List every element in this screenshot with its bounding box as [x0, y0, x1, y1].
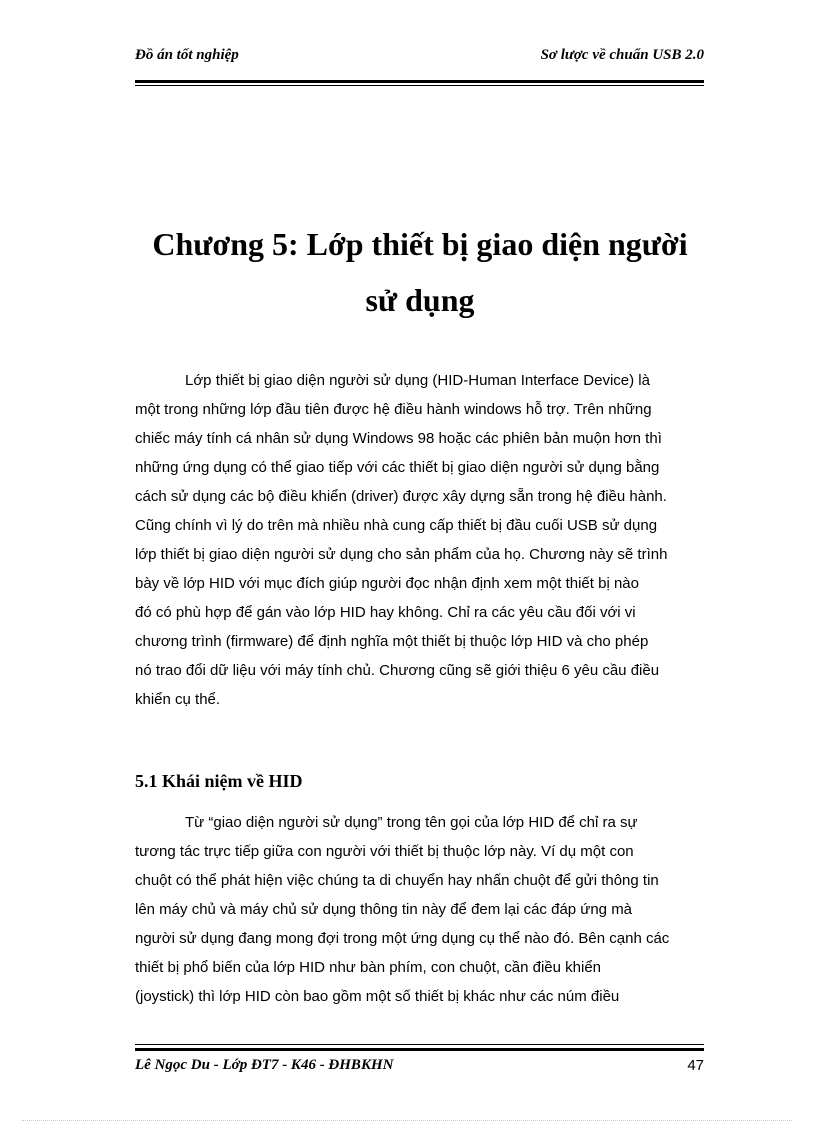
text-line: bày về lớp HID với mục đích giúp người đọc nhận định xem một thiết bị nào: [135, 575, 639, 592]
footer-rule-thick: [135, 1048, 704, 1051]
text-line: nó trao đổi dữ liệu với máy tính chủ. Chương cũng sẽ giới thiệu 6 yêu cầu điều: [135, 662, 660, 679]
page-footer: [135, 1057, 704, 1077]
text-line: chiếc máy tính cá nhân sử dụng Windows 98 hoặc các phiên bản muộn hơn thì: [135, 430, 662, 447]
text-line: lớp thiết bị giao diện người sử dụng cho sản phẩm của họ. Chương này sẽ trình: [135, 546, 668, 563]
footer-author: Lê Ngọc Du - Lớp ĐT7 - K46 - ĐHBKHN: [135, 1057, 394, 1073]
text-line: lên máy chủ và máy chủ sử dụng thông tin này để đem lại các đáp ứng mà: [135, 901, 633, 918]
text-line: một trong những lớp đầu tiên được hệ điều hành windows hỗ trợ. Trên những: [135, 401, 652, 418]
page-number: 47: [687, 1057, 704, 1074]
chapter-title-line-1: Chương 5: Lớp thiết bị giao diện người: [152, 226, 688, 262]
text-line: (joystick) thì lớp HID còn bao gồm một số thiết bị khác như các núm điều: [135, 988, 620, 1005]
footer-rule-thin: [135, 1044, 704, 1045]
header-right-text: Sơ lược về chuẩn USB 2.0: [540, 47, 704, 63]
page-header: [135, 47, 704, 69]
text-line: thiết bị phổ biến của lớp HID như bàn phím, con chuột, cần điều khiển: [135, 959, 602, 976]
text-line: Từ “giao diện người sử dụng” trong tên gọi của lớp HID để chỉ ra sự: [185, 814, 638, 831]
header-rule-thin: [135, 85, 704, 86]
text-line: chương trình (firmware) để định nghĩa một thiết bị thuộc lớp HID và cho phép: [135, 633, 649, 650]
section-heading: 5.1 Khái niệm về HID: [135, 771, 303, 791]
header-left-text: Đồ án tốt nghiệp: [135, 47, 239, 63]
chapter-title-line-2: sử dụng: [365, 282, 475, 318]
text-line: cách sử dụng các bộ điều khiển (driver) được xây dựng sẵn trong hệ điều hành.: [135, 488, 667, 505]
text-line: chuột có thể phát hiện việc chúng ta di chuyển hay nhấn chuột để gửi thông tin: [135, 872, 659, 889]
header-rule-thick: [135, 80, 704, 83]
text-line: Cũng chính vì lý do trên mà nhiều nhà cung cấp thiết bị đầu cuối USB sử dụng: [135, 517, 658, 534]
text-line: đó có phù hợp để gán vào lớp HID hay không. Chỉ ra các yêu cầu đối với vi: [135, 604, 636, 621]
text-line: những ứng dụng có thể giao tiếp với các thiết bị giao diện người sử dụng bằng: [135, 459, 660, 476]
text-line: tương tác trực tiếp giữa con người với thiết bị thuộc lớp này. Ví dụ một con: [135, 843, 634, 860]
text-line: người sử dụng đang mong đợi trong một ứng dụng cụ thể nào đó. Bên cạnh các: [135, 930, 670, 947]
text-line: Lớp thiết bị giao diện người sử dụng (HID-Human Interface Device) là: [185, 372, 650, 389]
text-line: khiển cụ thể.: [135, 691, 221, 708]
page-boundary-divider: [22, 1120, 792, 1121]
